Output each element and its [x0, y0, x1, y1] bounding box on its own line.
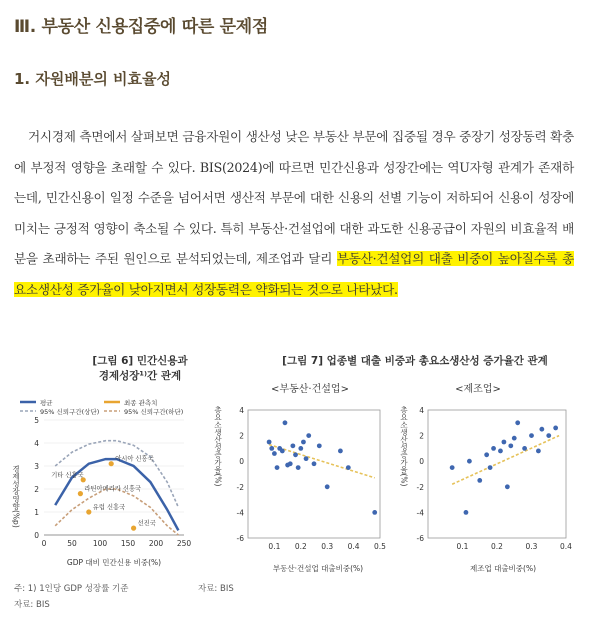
fig7-ylabel-right: 총요소생산성증가율(%)	[399, 406, 409, 487]
fig7-point	[272, 451, 277, 456]
fig7-xtick: 0.1	[456, 542, 469, 551]
fig7-ytick: -4	[416, 508, 424, 518]
fig6-ytick: 4	[34, 439, 39, 448]
legend-upper: 95% 신뢰구간(상단)	[40, 408, 100, 416]
fig6-source: 자료: BIS	[14, 600, 50, 610]
fig7-point	[372, 510, 377, 515]
fig6-point	[86, 509, 91, 514]
fig7-point	[546, 433, 551, 438]
fig6-xtick: 0	[41, 539, 47, 548]
legend-lower: 95% 신뢰구간(하단)	[124, 408, 184, 416]
fig7-point	[488, 465, 493, 470]
fig6-ytick: 3	[34, 462, 39, 471]
fig7-point	[338, 449, 343, 454]
fig7-trendline	[269, 445, 375, 478]
fig7-point	[312, 461, 317, 466]
fig7-point	[346, 465, 351, 470]
fig7-xtick: 0.1	[268, 542, 281, 551]
subsection-title: 1. 자원배분의 비효율성	[14, 70, 171, 88]
fig7-ytick: 2	[419, 431, 424, 441]
fig7-ytick: -2	[236, 482, 244, 492]
fig7-ytick: -6	[236, 534, 244, 543]
fig7-point	[304, 456, 309, 461]
fig7-ytick: 4	[239, 406, 244, 415]
fig7-point	[502, 440, 507, 445]
fig6-title-line1: [그림 6] 민간신용과	[92, 355, 188, 367]
fig7-point	[553, 426, 558, 431]
legend-last: 최종 관측치	[124, 399, 158, 407]
fig7-point	[450, 465, 455, 470]
body-paragraph	[14, 122, 574, 305]
fig7-point	[512, 436, 517, 441]
fig7-ytick: 0	[239, 457, 244, 467]
fig7-point	[280, 449, 285, 454]
fig7-ytick: -4	[236, 508, 244, 518]
fig6-point	[131, 526, 136, 531]
fig6-ylabel: 경제성장영향(%p)	[11, 465, 21, 528]
fig6-xtick: 150	[120, 539, 136, 548]
fig7-point	[508, 443, 513, 448]
fig6-point-label: 선진국	[137, 520, 156, 528]
fig7-xtick: 0.4	[347, 542, 360, 551]
fig7-point	[298, 446, 303, 451]
fig6-xtick: 100	[92, 539, 108, 548]
fig7-point	[306, 433, 311, 438]
fig7-point	[293, 452, 298, 457]
legend-mean: 평균	[40, 399, 53, 407]
fig7-xtick: 0.3	[525, 542, 538, 551]
fig7-ytick: 0	[419, 457, 424, 467]
fig7-ytick: 4	[419, 406, 424, 415]
fig6-title	[60, 353, 220, 383]
fig7-point	[464, 510, 469, 515]
fig7-point	[275, 465, 280, 470]
fig7-point	[529, 433, 534, 438]
fig7-point	[467, 459, 472, 464]
fig6-point-label: 기타 신흥국	[51, 471, 84, 479]
fig7-point	[498, 449, 503, 454]
fig7-left-title: <부동산·건설업>	[271, 384, 349, 395]
fig6-point	[109, 461, 114, 466]
fig7-point	[539, 427, 544, 432]
fig6-chart	[4, 395, 204, 570]
section-title: Ⅲ. 부동산 신용집중에 따른 문제점	[14, 17, 268, 37]
fig6-point-label: 라틴아메리카 신흥국	[84, 485, 142, 493]
fig7-xtick: 0.5	[374, 542, 386, 551]
fig6-point-label: 유럽 신흥국	[92, 504, 126, 511]
fig7-right-title: <제조업>	[455, 384, 501, 395]
fig7-point	[536, 449, 541, 454]
fig6-xlabel: GDP 대비 민간신용 비중(%)	[66, 558, 162, 567]
fig6-xtick: 50	[67, 539, 77, 548]
fig7-ytick: 2	[239, 431, 244, 441]
fig6-xtick: 250	[176, 539, 192, 548]
fig7-right-xlabel: 제조업 대출비중(%)	[469, 564, 537, 573]
fig6-ytick: 5	[34, 416, 39, 425]
fig7-point	[290, 443, 295, 448]
fig6-point	[78, 491, 83, 496]
fig6-note: 주: 1) 1인당 GDP 성장률 기준	[14, 584, 129, 594]
fig7-point	[515, 420, 520, 425]
fig7-xtick: 0.2	[491, 542, 503, 551]
fig7-point	[267, 440, 272, 445]
fig6-point-label: 아시아 신흥국	[115, 455, 154, 463]
highlighted-text: 부동산·건설업의 대출 비중이 높아질수록 총요소생산성 증가율이 낮아지면서 성장동력은 약화되는 것으로 나타났다.	[14, 251, 574, 297]
fig6-legend	[20, 398, 183, 416]
fig7-point	[491, 446, 496, 451]
fig7-ytick: -2	[416, 482, 424, 492]
fig7-source: 자료: BIS	[198, 584, 234, 594]
fig6-ytick: 1	[34, 508, 39, 517]
fig7-xtick: 0.4	[560, 542, 572, 551]
fig7-point	[269, 446, 274, 451]
fig7-ytick: -6	[416, 534, 424, 543]
fig6-ytick: 2	[34, 485, 39, 494]
fig7-point	[283, 420, 288, 425]
fig7-left-xlabel: 부동산·건설업 대출비중(%)	[272, 564, 364, 573]
fig7-chart	[213, 398, 588, 578]
paragraph-text: 거시경제 측면에서 살펴보면 금융자원이 생산성 낮은 부동산 부문에 집중될 경우 중장기 성장동력 확충에 부정적 영향을 초래할 수 있다. BIS(2024)에 따르면 민간신용과 성장간에는 역U자형 관계가 존재하는데, 민간신용이 일정 수준을 넘어서면 생산적 부문에 대한 신용의 선별 기능이 저하되어 신용이 성장에 미치는 긍정적 영향이 축소될 수 있다. 특히 부동산·건설업에 대한 과도한 신용공급이 자원의 비효율적 배분을 초래하는 주된 원인으로 분석되었는데, 제조업과 달리	[14, 129, 574, 266]
fig7-point	[301, 440, 306, 445]
fig6-ytick: 0	[34, 531, 39, 540]
fig7-point	[522, 446, 527, 451]
fig7-xtick: 0.3	[321, 542, 334, 551]
fig7-point	[296, 465, 301, 470]
fig6-title-line2: 경제성장¹⁾간 관계	[98, 370, 182, 382]
fig7-ylabel-left: 총요소생산성증가율(%)	[213, 406, 223, 487]
fig7-title: [그림 7] 업종별 대출 비중과 총요소생산성 증가율간 관계	[282, 355, 548, 367]
fig7-point	[505, 484, 510, 489]
fig7-xtick: 0.2	[294, 542, 307, 551]
fig6-xtick: 200	[148, 539, 164, 548]
fig7-frame	[428, 410, 566, 538]
fig7-point	[288, 461, 293, 466]
fig7-point	[325, 484, 330, 489]
fig7-point	[317, 443, 322, 448]
fig7-point	[477, 478, 482, 483]
fig7-point	[484, 452, 489, 457]
